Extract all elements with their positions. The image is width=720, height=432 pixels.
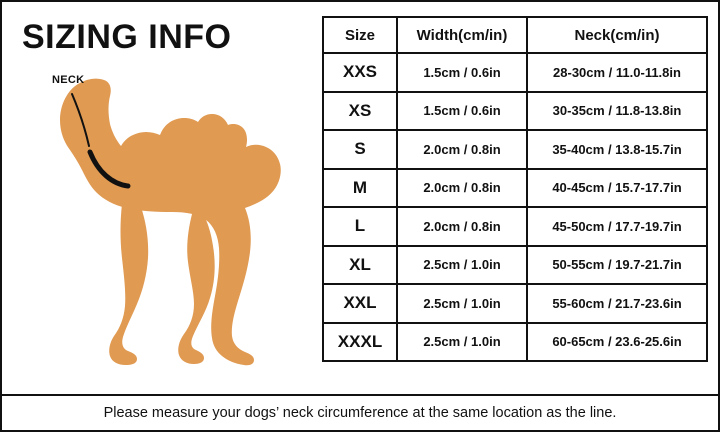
- cell-size: L: [323, 207, 397, 246]
- cell-size: XXL: [323, 284, 397, 323]
- page-title: SIZING INFO: [22, 18, 232, 56]
- table-row: [323, 130, 707, 169]
- cell-neck: 35-40cm / 13.8-15.7in: [527, 130, 707, 169]
- table-row: [323, 169, 707, 208]
- cell-neck: 40-45cm / 15.7-17.7in: [527, 169, 707, 208]
- cell-width: 2.0cm / 0.8in: [397, 169, 527, 208]
- column-header-neck: Neck(cm/in): [527, 17, 707, 53]
- cell-neck: 45-50cm / 17.7-19.7in: [527, 207, 707, 246]
- table-row: [323, 53, 707, 92]
- cell-width: 2.5cm / 1.0in: [397, 246, 527, 285]
- size-chart-table: [322, 16, 708, 362]
- neck-label: NECK: [52, 74, 85, 86]
- cell-size: M: [323, 169, 397, 208]
- table-row: [323, 246, 707, 285]
- column-header-width: Width(cm/in): [397, 17, 527, 53]
- cell-width: 2.5cm / 1.0in: [397, 284, 527, 323]
- cell-size: XL: [323, 246, 397, 285]
- cell-width: 1.5cm / 0.6in: [397, 53, 527, 92]
- dog-rear-leg: [178, 212, 214, 364]
- dog-body-shape: [60, 79, 281, 366]
- cell-neck: 60-65cm / 23.6-25.6in: [527, 323, 707, 362]
- cell-neck: 28-30cm / 11.0-11.8in: [527, 53, 707, 92]
- dog-front-leg: [109, 204, 148, 365]
- footer-note: Please measure your dogs’ neck circumference at the same location as the line.: [103, 405, 617, 421]
- table-row: [323, 92, 707, 131]
- table-row: [323, 284, 707, 323]
- illustration-panel: [2, 2, 314, 394]
- cell-neck: 50-55cm / 19.7-21.7in: [527, 246, 707, 285]
- cell-width: 1.5cm / 0.6in: [397, 92, 527, 131]
- cell-size: XXS: [323, 53, 397, 92]
- cell-width: 2.5cm / 1.0in: [397, 323, 527, 362]
- column-header-size: Size: [323, 17, 397, 53]
- table-header-row: [323, 17, 707, 53]
- table-row: [323, 323, 707, 362]
- cell-size: XS: [323, 92, 397, 131]
- cell-width: 2.0cm / 0.8in: [397, 207, 527, 246]
- cell-neck: 30-35cm / 11.8-13.8in: [527, 92, 707, 131]
- cell-width: 2.0cm / 0.8in: [397, 130, 527, 169]
- table-row: [323, 207, 707, 246]
- cell-size: S: [323, 130, 397, 169]
- cell-neck: 55-60cm / 21.7-23.6in: [527, 284, 707, 323]
- cell-size: XXXL: [323, 323, 397, 362]
- dog-illustration: [16, 74, 306, 374]
